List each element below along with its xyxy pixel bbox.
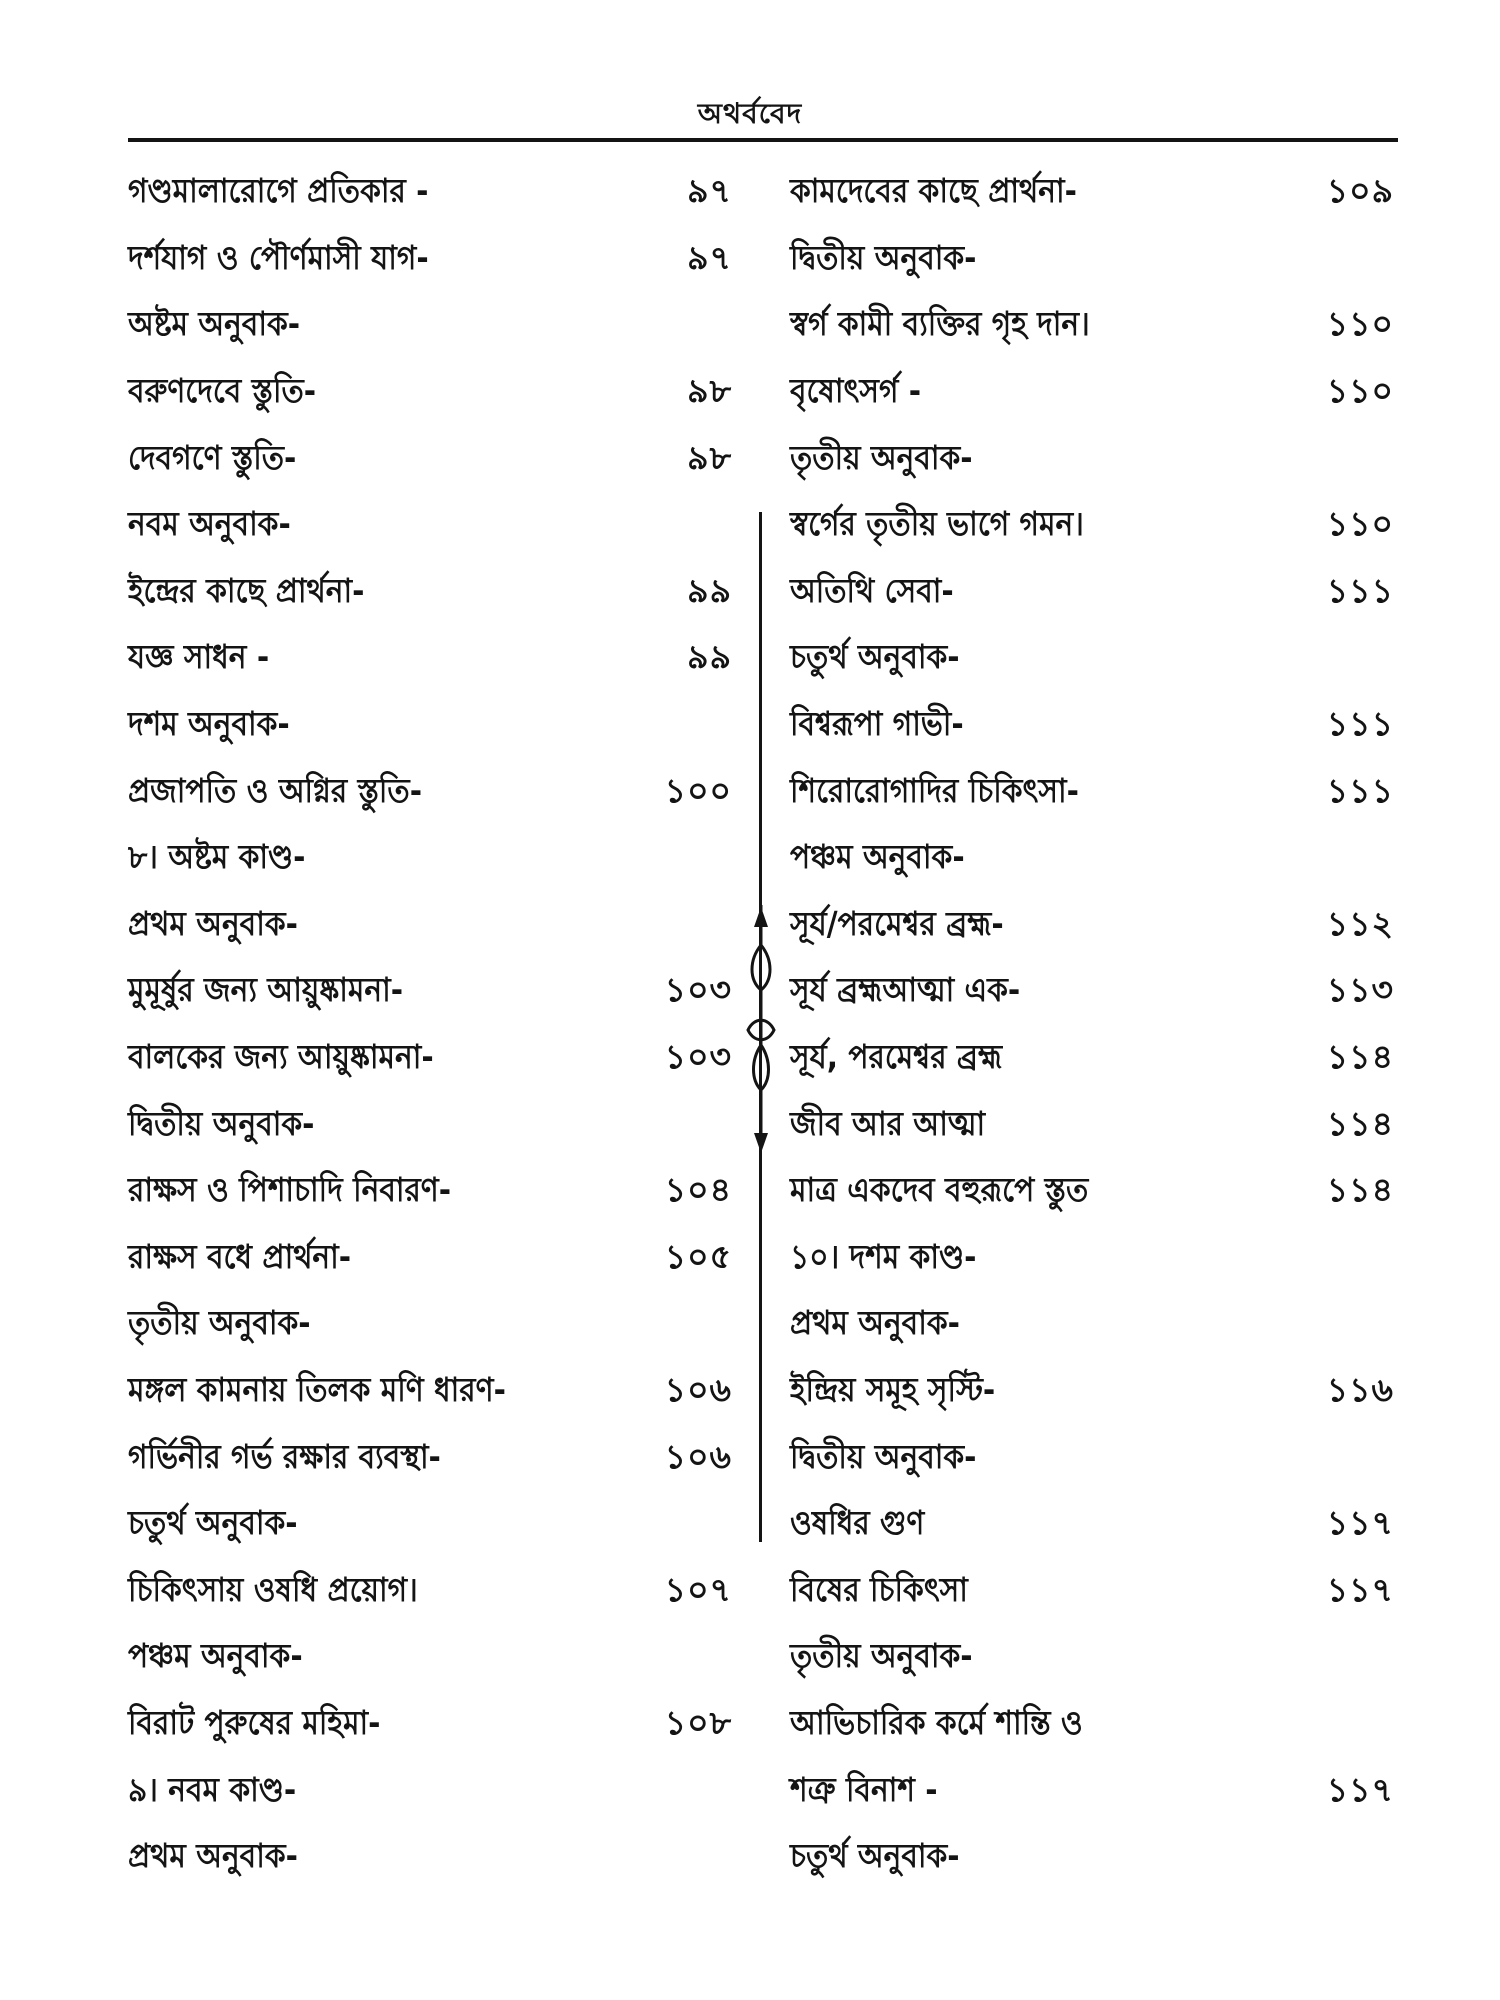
entry-title: তৃতীয় অনুবাক-: [128, 1303, 311, 1343]
toc-left-entry: [128, 759, 738, 826]
entry-page-number: ১০৩: [664, 970, 732, 1010]
toc-right-entry: [790, 560, 1398, 627]
entry-title: রাক্ষস বধে প্রার্থনা-: [128, 1236, 352, 1276]
toc-left-entry: [128, 1692, 738, 1759]
entry-page-number: ৯৭: [687, 171, 732, 211]
entry-page-number: ১১০: [1326, 504, 1394, 544]
entry-page-number: ১১৭: [1326, 1569, 1394, 1609]
toc-right-entry: [790, 1026, 1398, 1093]
toc-left-entry: [128, 560, 738, 627]
entry-title: মাত্র একদেব বহুরূপে স্তুত: [790, 1170, 1089, 1210]
entry-page-number: ১১১: [1326, 570, 1394, 610]
entry-title: সূর্য ব্রহ্মআত্মা এক-: [790, 970, 1021, 1010]
entry-title: বিষের চিকিৎসা: [790, 1569, 968, 1609]
entry-title: যজ্ঞ সাধন -: [128, 637, 270, 677]
ornament-icon: [744, 905, 778, 1155]
entry-title: আভিচারিক কর্মে শান্তি ও: [790, 1702, 1083, 1742]
entry-title: দ্বিতীয় অনুবাক-: [790, 237, 977, 277]
toc-left-entry: [128, 160, 738, 227]
toc-left-entry: [128, 1159, 738, 1226]
entry-title: চিকিৎসায় ওষধি প্রয়োগ।: [128, 1569, 418, 1609]
entry-title: মঙ্গল কামনায় তিলক মণি ধারণ-: [128, 1369, 506, 1409]
entry-page-number: ১১২: [1326, 903, 1394, 943]
toc-left-entry: [128, 1758, 738, 1825]
entry-title: ১০। দশম কাণ্ড-: [790, 1236, 977, 1276]
entry-title: সূর্য/পরমেশ্বর ব্রহ্ম-: [790, 903, 1004, 943]
toc-right-entry: [790, 1492, 1398, 1559]
header-rule: [128, 138, 1398, 142]
toc-right-entry: [790, 1292, 1398, 1359]
entry-title: বৃষোৎসর্গ -: [790, 371, 922, 411]
entry-title: জীব আর আত্মা: [790, 1103, 986, 1143]
toc-right-entry: [790, 626, 1398, 693]
entry-page-number: ১০০: [664, 770, 732, 810]
toc-right-entry: [790, 293, 1398, 360]
entry-title: চতুর্থ অনুবাক-: [128, 1503, 298, 1543]
entry-title: প্রথম অনুবাক-: [128, 1836, 298, 1876]
entry-page-number: ১১০: [1326, 304, 1394, 344]
entry-page-number: ১০৮: [664, 1702, 732, 1742]
toc-left-entry: [128, 1359, 738, 1426]
entry-title: শত্রু বিনাশ -: [790, 1769, 938, 1809]
toc-right-entry: [790, 1425, 1398, 1492]
toc-left-entry: [128, 493, 738, 560]
entry-title: তৃতীয় অনুবাক-: [790, 437, 973, 477]
toc-left-entry: [128, 426, 738, 493]
toc-left-entry: [128, 693, 738, 760]
entry-title: গণ্ডমালারোগে প্রতিকার -: [128, 171, 429, 211]
entry-title: রাক্ষস ও পিশাচাদি নিবারণ-: [128, 1170, 452, 1210]
entry-title: ইন্দ্রের কাছে প্রার্থনা-: [128, 570, 365, 610]
entry-page-number: ১০৬: [664, 1369, 732, 1409]
entry-title: দর্শযাগ ও পৌর্ণমাসী যাগ-: [128, 237, 429, 277]
toc-right-entry: [790, 1625, 1398, 1692]
toc-left-entry: [128, 959, 738, 1026]
entry-page-number: ১১৭: [1326, 1503, 1394, 1543]
entry-page-number: ১০৪: [664, 1170, 732, 1210]
entry-title: পঞ্চম অনুবাক-: [128, 1636, 303, 1676]
entry-page-number: ৯৮: [687, 371, 732, 411]
toc-left-entry: [128, 1292, 738, 1359]
entry-title: ৯। নবম কাণ্ড-: [128, 1769, 297, 1809]
entry-title: অষ্টম অনুবাক-: [128, 304, 301, 344]
toc-right-entry: [790, 1226, 1398, 1293]
entry-page-number: ১১৪: [1326, 1103, 1394, 1143]
entry-page-number: ১১১: [1326, 704, 1394, 744]
entry-page-number: ১১৭: [1326, 1769, 1394, 1809]
entry-title: দেবগণে স্তুতি-: [128, 437, 297, 477]
entry-title: স্বর্গ কামী ব্যক্তির গৃহ দান।: [790, 304, 1090, 344]
toc-right-entry: [790, 959, 1398, 1026]
toc-right-entry: [790, 227, 1398, 294]
entry-page-number: ১১১: [1326, 770, 1394, 810]
toc-right-entry: [790, 693, 1398, 760]
toc-right-entry: [790, 1758, 1398, 1825]
entry-page-number: ১০৬: [664, 1436, 732, 1476]
entry-page-number: ৯৭: [687, 237, 732, 277]
toc-right-entry: [790, 826, 1398, 893]
entry-title: প্রথম অনুবাক-: [790, 1303, 960, 1343]
entry-page-number: ১০৯: [1326, 171, 1394, 211]
entry-title: পঞ্চম অনুবাক-: [790, 837, 965, 877]
entry-title: বিশ্বরূপা গাভী-: [790, 704, 964, 744]
toc-left-entry: [128, 893, 738, 960]
entry-page-number: ১০৭: [664, 1569, 732, 1609]
entry-title: স্বর্গের তৃতীয় ভাগে গমন।: [790, 504, 1084, 544]
page-header-title: অথর্ববেদ: [697, 97, 803, 130]
entry-page-number: ৯৯: [687, 570, 732, 610]
entry-page-number: ১১০: [1326, 371, 1394, 411]
toc-right-entry: [790, 1558, 1398, 1625]
toc-right-entry: [790, 426, 1398, 493]
toc-left-entry: [128, 227, 738, 294]
toc-right-entry: [790, 1092, 1398, 1159]
toc-right-column: [790, 160, 1398, 1891]
toc-left-entry: [128, 293, 738, 360]
entry-title: চতুর্থ অনুবাক-: [790, 1836, 960, 1876]
entry-title: ওষধির গুণ: [790, 1503, 925, 1543]
entry-title: প্রথম অনুবাক-: [128, 903, 298, 943]
toc-right-entry: [790, 1692, 1398, 1759]
entry-title: দশম অনুবাক-: [128, 704, 290, 744]
toc-left-entry: [128, 1492, 738, 1559]
entry-title: বরুণদেবে স্তুতি-: [128, 371, 317, 411]
entry-title: প্রজাপতি ও অগ্নির স্তুতি-: [128, 770, 423, 810]
toc-left-entry: [128, 1625, 738, 1692]
entry-page-number: ১০৫: [664, 1236, 732, 1276]
entry-title: বালকের জন্য আয়ুষ্কামনা-: [128, 1037, 434, 1077]
entry-title: তৃতীয় অনুবাক-: [790, 1636, 973, 1676]
toc-right-entry: [790, 493, 1398, 560]
entry-page-number: ১১৪: [1326, 1037, 1394, 1077]
entry-page-number: ১১৪: [1326, 1170, 1394, 1210]
toc-left-entry: [128, 1825, 738, 1892]
toc-left-entry: [128, 1226, 738, 1293]
toc-left-entry: [128, 1425, 738, 1492]
toc-right-entry: [790, 893, 1398, 960]
entry-page-number: ১০৩: [664, 1037, 732, 1077]
entry-page-number: ৯৯: [687, 637, 732, 677]
entry-title: অতিথি সেবা-: [790, 570, 954, 610]
entry-title: ৮। অষ্টম কাণ্ড-: [128, 837, 306, 877]
toc-right-entry: [790, 759, 1398, 826]
entry-title: শিরোরোগাদির চিকিৎসা-: [790, 770, 1079, 810]
entry-title: নবম অনুবাক-: [128, 504, 291, 544]
toc-left-entry: [128, 360, 738, 427]
toc-right-entry: [790, 160, 1398, 227]
toc-right-entry: [790, 1359, 1398, 1426]
entry-page-number: ৯৮: [687, 437, 732, 477]
toc-left-entry: [128, 1558, 738, 1625]
entry-title: কামদেবের কাছে প্রার্থনা-: [790, 171, 1077, 211]
entry-title: গর্ভিনীর গর্ভ রক্ষার ব্যবস্থা-: [128, 1436, 441, 1476]
entry-title: মুমূর্ষুর জন্য আয়ুষ্কামনা-: [128, 970, 404, 1010]
toc-right-entry: [790, 360, 1398, 427]
entry-title: চতুর্থ অনুবাক-: [790, 637, 960, 677]
toc-left-entry: [128, 626, 738, 693]
toc-right-entry: [790, 1825, 1398, 1892]
entry-title: ইন্দ্রিয় সমূহ সৃস্টি-: [790, 1369, 996, 1409]
toc-right-entry: [790, 1159, 1398, 1226]
toc-left-column: [128, 160, 738, 1891]
entry-title: বিরাট পুরুষের মহিমা-: [128, 1702, 381, 1742]
entry-title: দ্বিতীয় অনুবাক-: [128, 1103, 315, 1143]
entry-title: সূর্য, পরমেশ্বর ব্রহ্ম: [790, 1037, 1003, 1077]
entry-title: দ্বিতীয় অনুবাক-: [790, 1436, 977, 1476]
entry-page-number: ১১৩: [1326, 970, 1394, 1010]
toc-left-entry: [128, 1026, 738, 1093]
toc-left-entry: [128, 826, 738, 893]
toc-left-entry: [128, 1092, 738, 1159]
entry-page-number: ১১৬: [1326, 1369, 1394, 1409]
